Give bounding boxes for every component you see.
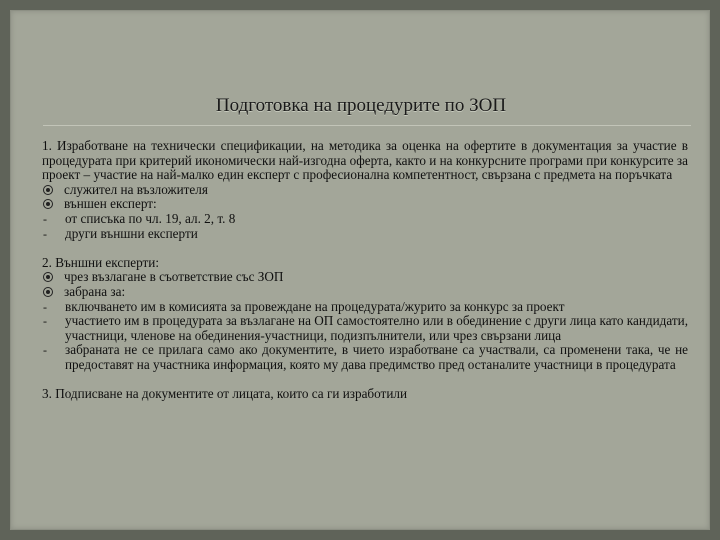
list-item xyxy=(42,343,688,372)
list-item-text: забрана за: xyxy=(64,283,126,299)
slide-title: Подготовка на процедурите по ЗОП xyxy=(215,95,507,116)
list-item-text: забраната не се прилага само ако документите, в чието изработване са участвали, са променени така, че не предоставят на участника информация, която му дава предимство пред останалите участници в процедурата xyxy=(65,342,688,372)
list-item-text: включването им в комисията за провеждане на процедурата/журито за конкурс за проект xyxy=(65,298,565,314)
list-item-text: други външни експерти xyxy=(65,225,198,241)
list-item xyxy=(42,227,688,242)
list-item xyxy=(42,212,688,227)
section-1-intro: 1. Изработване на технически спецификации, на методика за оценка на офертите в документация за участие в процедурата при критерий икономически най-изгодна оферта, както и на конкурсните програми при конкурсите за проект – участие на най-малко един експерт с професионална компетентност, свързана с предмета на поръчката xyxy=(42,138,688,183)
list-item xyxy=(42,314,688,343)
title-divider xyxy=(43,125,691,126)
list-item xyxy=(42,285,688,300)
dash-marker: - xyxy=(43,211,47,226)
slide xyxy=(10,10,710,530)
dash-marker: - xyxy=(43,343,47,358)
slide-content xyxy=(42,139,688,402)
bullet-icon xyxy=(42,183,64,198)
dash-marker: - xyxy=(43,314,47,329)
list-item-text: чрез възлагане в съответствие със ЗОП xyxy=(64,269,284,285)
bullet-icon xyxy=(42,285,64,300)
section-2-intro: 2. Външни експерти: xyxy=(42,254,160,270)
section-3-intro: 3. Подписване на документите от лицата, които са ги изработили xyxy=(42,386,408,402)
bullet-icon xyxy=(42,197,64,212)
list-item xyxy=(42,183,688,198)
list-item xyxy=(42,197,688,212)
list-item-text: от списъка по чл. 19, ал. 2, т. 8 xyxy=(65,210,236,226)
dash-marker: - xyxy=(43,226,47,241)
list-item xyxy=(42,270,688,285)
bullet-icon xyxy=(42,270,64,285)
list-item-text: външен експерт: xyxy=(64,196,157,212)
dash-marker: - xyxy=(43,299,47,314)
list-item-text: участието им в процедурата за възлагане на ОП самостоятелно или в обединение с други лица като кандидати, участници, членове на обединения-участници, подизпълнители, или чрез свързани лица xyxy=(65,313,688,343)
list-item xyxy=(42,300,688,315)
list-item-text: служител на възложителя xyxy=(64,181,208,197)
